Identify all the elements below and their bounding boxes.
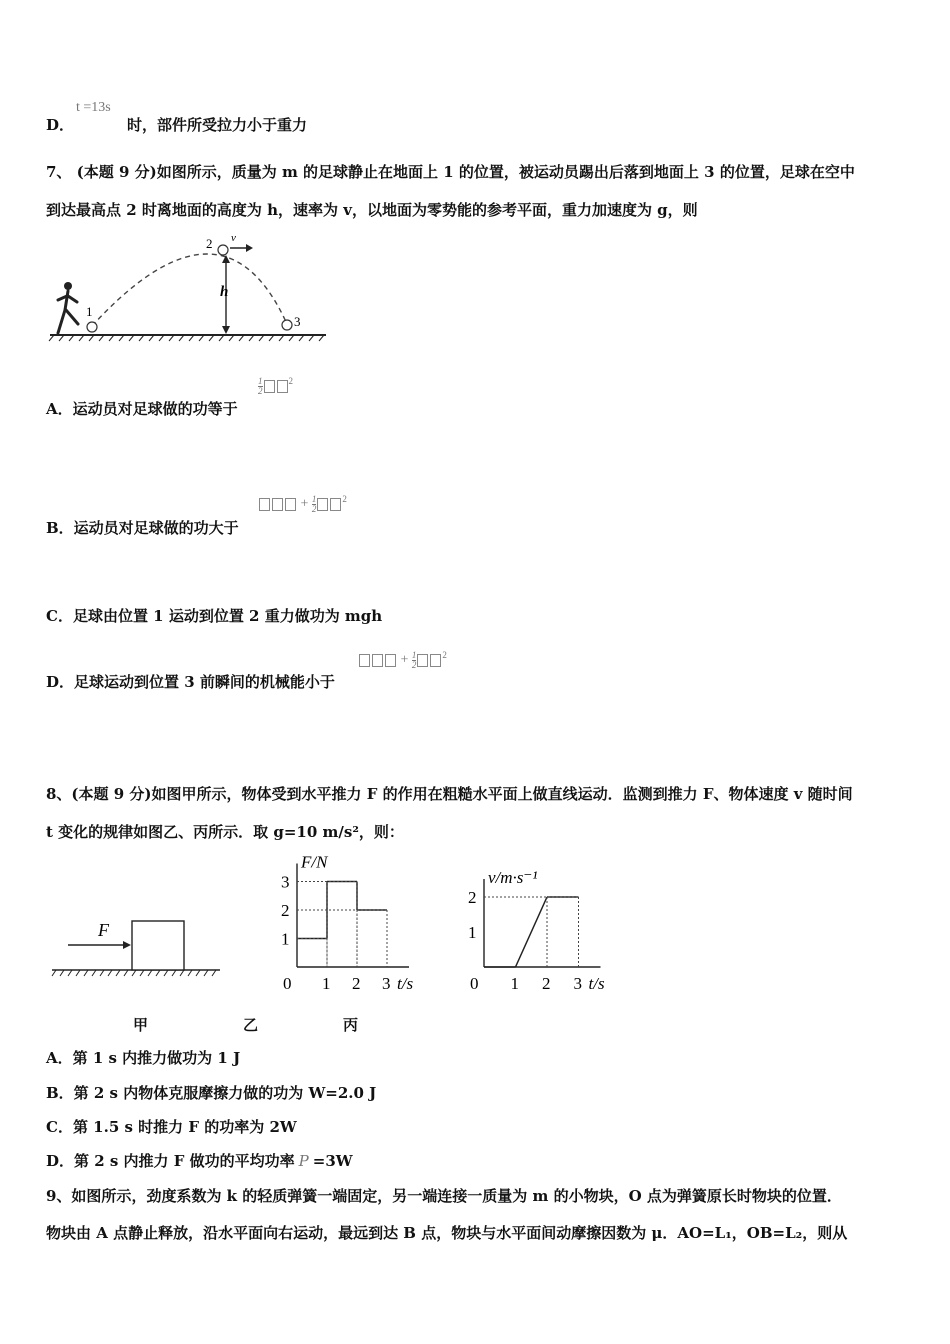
caption-yi: 乙 [243,1016,259,1034]
y-axis-label: F/N [301,852,328,872]
q7-football-figure [48,228,333,343]
x-axis-label: t/s [397,974,414,993]
q8-option-b: B．第 2 s 内物体克服摩擦力做的功为 W=2.0 J [46,1084,377,1102]
chart-velocity-time [460,855,620,995]
q9-stem-line1: 9、如图所示，劲度系数为 k 的轻质弹簧一端固定，另一端连接一质量为 m 的小物块，O 点为弹簧原长时物块的位置． [46,1187,842,1205]
x-tick-label: 3 [573,974,582,993]
x-tick-label: 0 [470,974,479,993]
q7d-math: + $\frac{1}{2}$ $^2$ [358,650,447,670]
q7-stem-line1: 7、 (本题 9 分)如图所示，质量为 m 的足球静止在地面上 1 的位置，被运动员踢出后落到地面上 3 的位置，足球在空中 [46,163,855,181]
x-tick-label: 0 [283,974,292,993]
series-segment [516,897,548,967]
caption-jia: 甲 [133,1016,149,1034]
q9-stem-line2: 物块由 A 点静止释放，沿水平面向右运动，最远到达 B 点，物块与水平面间动摩擦因数为 μ．AO=L₁，OB=L₂，则从 [46,1224,848,1242]
q7a-math: $\frac{1}{2}$ $^2$ [258,375,293,396]
player-icon [58,282,78,333]
q8-option-a: A．第 1 s 内推力做功为 1 J [46,1049,241,1067]
x-tick-label: 2 [352,974,361,993]
label-2: 2 [206,236,213,251]
y-tick-label: 3 [281,872,290,892]
q6d-text: 时，部件所受拉力小于重力 [127,116,308,134]
option-label: D． [46,116,75,134]
force-label-f: F [98,920,109,940]
y-tick-label: 2 [281,901,290,920]
x-axis-label: t/s [588,974,605,993]
label-1: 1 [86,304,93,319]
q6-option-d [46,115,74,135]
caption-bing: 丙 [343,1016,359,1034]
label-3: 3 [294,314,301,329]
q6d-math: t =13s [76,100,111,115]
x-tick-label: 3 [382,974,391,993]
y-axis-label: v/m·s⁻¹ [488,868,538,887]
q8-option-d: D．第 2 s 内推力 F 做功的平均功率 P =3W [46,1152,353,1170]
x-tick-label: 1 [322,974,331,993]
q8-stem-line1: 8、(本题 9 分)如图甲所示，物体受到水平推力 F 的作用在粗糙水平面上做直线运动．监测到推力 F、物体速度 v 随时间 [46,785,853,803]
y-tick-label: 1 [468,923,477,942]
q8-figure-jia [52,915,227,980]
q7-option-d: D．足球运动到位置 3 前瞬间的机械能小于 [46,673,335,691]
q7b-math: + $\frac{1}{2}$ $^2$ [258,494,347,514]
q7-option-a: A．运动员对足球做的功等于 [46,400,238,418]
x-tick-label: 2 [542,974,551,993]
x-tick-label: 1 [510,974,519,993]
y-tick-label: 2 [468,888,477,907]
chart-force-time [275,852,425,995]
q7-stem-line2: 到达最高点 2 时离地面的高度为 h，速率为 v，以地面为零势能的参考平面，重力加速度为 g，则 [46,201,698,219]
block [132,921,184,970]
q8-option-c: C．第 1.5 s 时推力 F 的功率为 2W [46,1118,297,1136]
q7-option-c: C．足球由位置 1 运动到位置 2 重力做功为 mgh [46,607,383,625]
label-h: h [220,284,229,300]
ball-position-1 [87,322,97,332]
q7-option-b: B．运动员对足球做的功大于 [46,519,239,537]
q8-stem-line2: t 变化的规律如图乙、丙所示．取 g=10 m/s²，则： [46,823,404,841]
ball-position-2 [218,245,228,255]
label-v: v [231,232,236,244]
ball-position-3 [282,320,292,330]
y-tick-label: 1 [281,929,290,949]
